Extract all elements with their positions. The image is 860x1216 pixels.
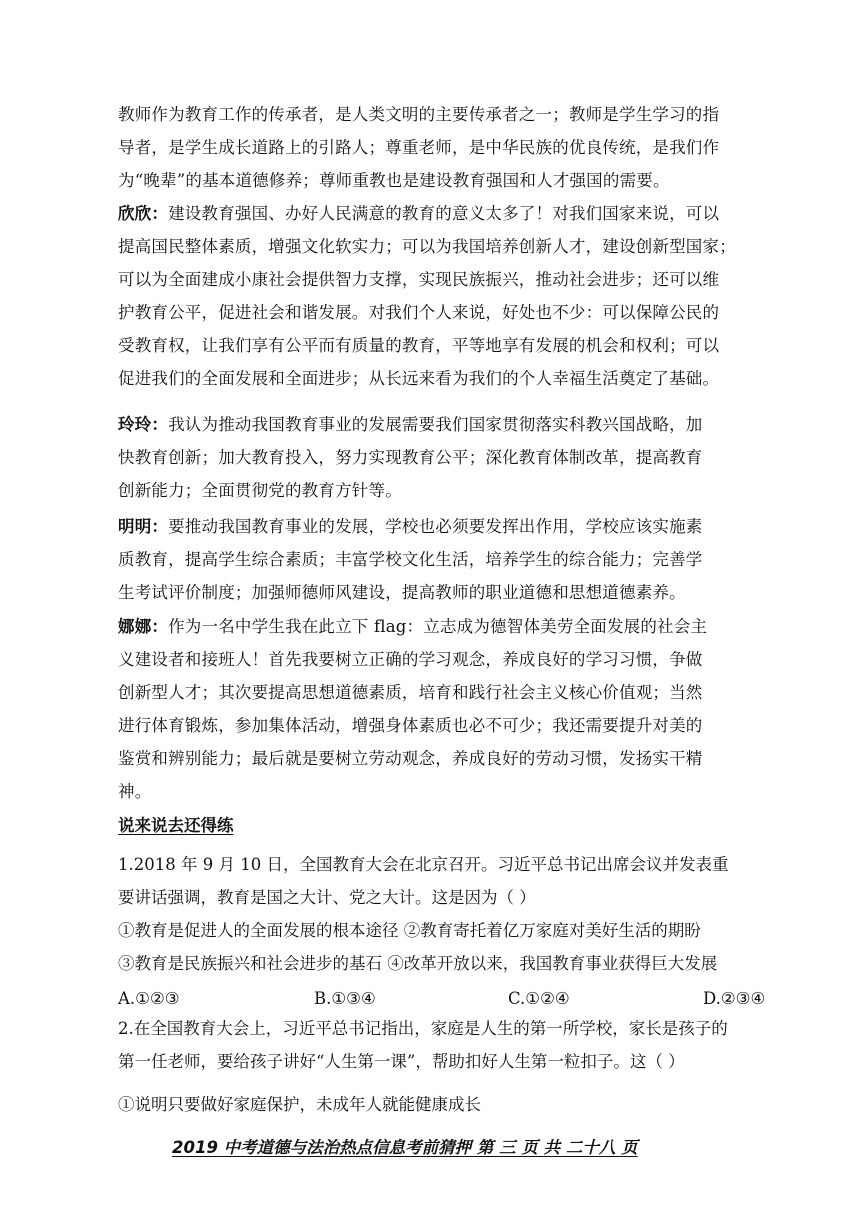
intro-line: 导者，是学生成长道路上的引路人；尊重老师，是中华民族的优良传统，是我们作 (118, 138, 720, 157)
intro-line: 为“晚辈”的基本道德修养；尊师重教也是建设教育强国和人才强国的需要。 (118, 171, 670, 190)
mingming-paragraph (118, 510, 728, 609)
xinxin-line: 护教育公平，促进社会和谐发展。对我们个人来说，好处也不少：可以保障公民的 (118, 303, 720, 322)
section-heading: 说来说去还得练 (118, 816, 234, 835)
intro-paragraph (118, 98, 728, 197)
question-choice: ①说明只要做好家庭保护，未成年人就能健康成长 (118, 1095, 481, 1114)
xinxin-line: 可以为全面建成小康社会提供智力支撑，实现民族振兴，推动社会进步；还可以维 (118, 270, 720, 289)
option-b: B.①③④ (314, 989, 376, 1008)
page-footer: 2019 中考道德与法治热点信息考前猜押 第 三 页 共 二十八 页 (172, 1138, 638, 1157)
lingling-line: 创新能力；全面贯彻党的教育方针等。 (118, 481, 402, 500)
question-choice: ③教育是民族振兴和社会进步的基石 ④改革开放以来，我国教育事业获得巨大发展 (118, 954, 718, 973)
speaker-name: 娜娜： (118, 617, 169, 636)
question-line: 1.2018 年 9 月 10 日，全国教育大会在北京召开。习近平总书记出席会议并发表重 (118, 855, 729, 874)
paragraph-text: 要推动我国教育事业的发展，学校也必须要发挥出作用，学校应该实施素 (168, 517, 703, 536)
paragraph-text: 建设教育强国、办好人民满意的教育的意义太多了！对我们国家来说，可以 (168, 204, 720, 223)
option-c: C.①②④ (508, 989, 570, 1008)
option-d: D.②③④ (703, 989, 766, 1008)
speaker-name: 明明： (118, 517, 169, 536)
question-line: 要讲话强调，教育是国之大计、党之大计。这是因为（ ） (118, 888, 536, 907)
question-line: 2.在全国教育大会上，习近平总书记指出，家庭是人生的第一所学校，家长是孩子的 (118, 1019, 728, 1038)
xinxin-line: 促进我们的全面发展和全面进步；从长远来看为我们的个人幸福生活奠定了基础。 (118, 369, 720, 388)
mingming-line: 生考试评价制度；加强师德师风建设，提高教师的职业道德和思想道德素养。 (118, 583, 686, 602)
nana-line: 义建设者和接班人！首先我要树立正确的学习观念，养成良好的学习习惯，争做 (118, 650, 703, 669)
paragraph-text: 我认为推动我国教育事业的发展需要我们国家贯彻落实科教兴国战略，加 (168, 415, 703, 434)
xinxin-line: 提高国民整体素质，增强文化软实力；可以为我国培养创新人才，建设创新型国家； (118, 237, 736, 256)
lingling-line: 快教育创新；加大教育投入，努力实现教育公平；深化教育体制改革，提高教育 (118, 448, 703, 467)
nana-paragraph (118, 610, 728, 808)
speaker-name: 欣欣： (118, 204, 169, 223)
xinxin-paragraph (118, 197, 736, 395)
lingling-first-line (118, 408, 728, 441)
mingming-first-line (118, 510, 728, 543)
intro-line: 教师作为教育工作的传承者，是人类文明的主要传承者之一；教师是学生学习的指 (118, 105, 720, 124)
xinxin-first-line (118, 197, 728, 230)
speaker-name: 玲玲： (118, 415, 169, 434)
option-a: A.①②③ (118, 989, 180, 1008)
question-1 (118, 848, 798, 980)
question-2 (118, 1012, 798, 1078)
question-choice: ①教育是促进人的全面发展的根本途径 ②教育寄托着亿万家庭对美好生活的期盼 (118, 921, 701, 940)
nana-line: 神。 (118, 782, 152, 801)
question-line: 第一任老师，要给孩子讲好“人生第一课”，帮助扣好人生第一粒扣子。这（ ） (118, 1052, 685, 1071)
nana-line: 进行体育锻炼，参加集体活动，增强身体素质也必不可少；我还需要提升对美的 (118, 716, 703, 735)
lingling-paragraph (118, 408, 728, 507)
question-2-choice (118, 1088, 798, 1121)
nana-line: 鉴赏和辨别能力；最后就是要树立劳动观念，养成良好的劳动习惯，发扬实干精 (118, 749, 703, 768)
nana-first-line (118, 610, 728, 643)
answer-options-row (118, 982, 783, 1015)
paragraph-text: 作为一名中学生我在此立下 flag：立志成为德智体美劳全面发展的社会主 (168, 617, 708, 636)
xinxin-line: 受教育权，让我们享有公平而有质量的教育，平等地享有发展的机会和权利；可以 (118, 336, 720, 355)
mingming-line: 质教育，提高学生综合素质；丰富学校文化生活，培养学生的综合能力；完善学 (118, 550, 703, 569)
nana-line: 创新型人才；其次要提高思想道德素质，培育和践行社会主义核心价值观；当然 (118, 683, 703, 702)
